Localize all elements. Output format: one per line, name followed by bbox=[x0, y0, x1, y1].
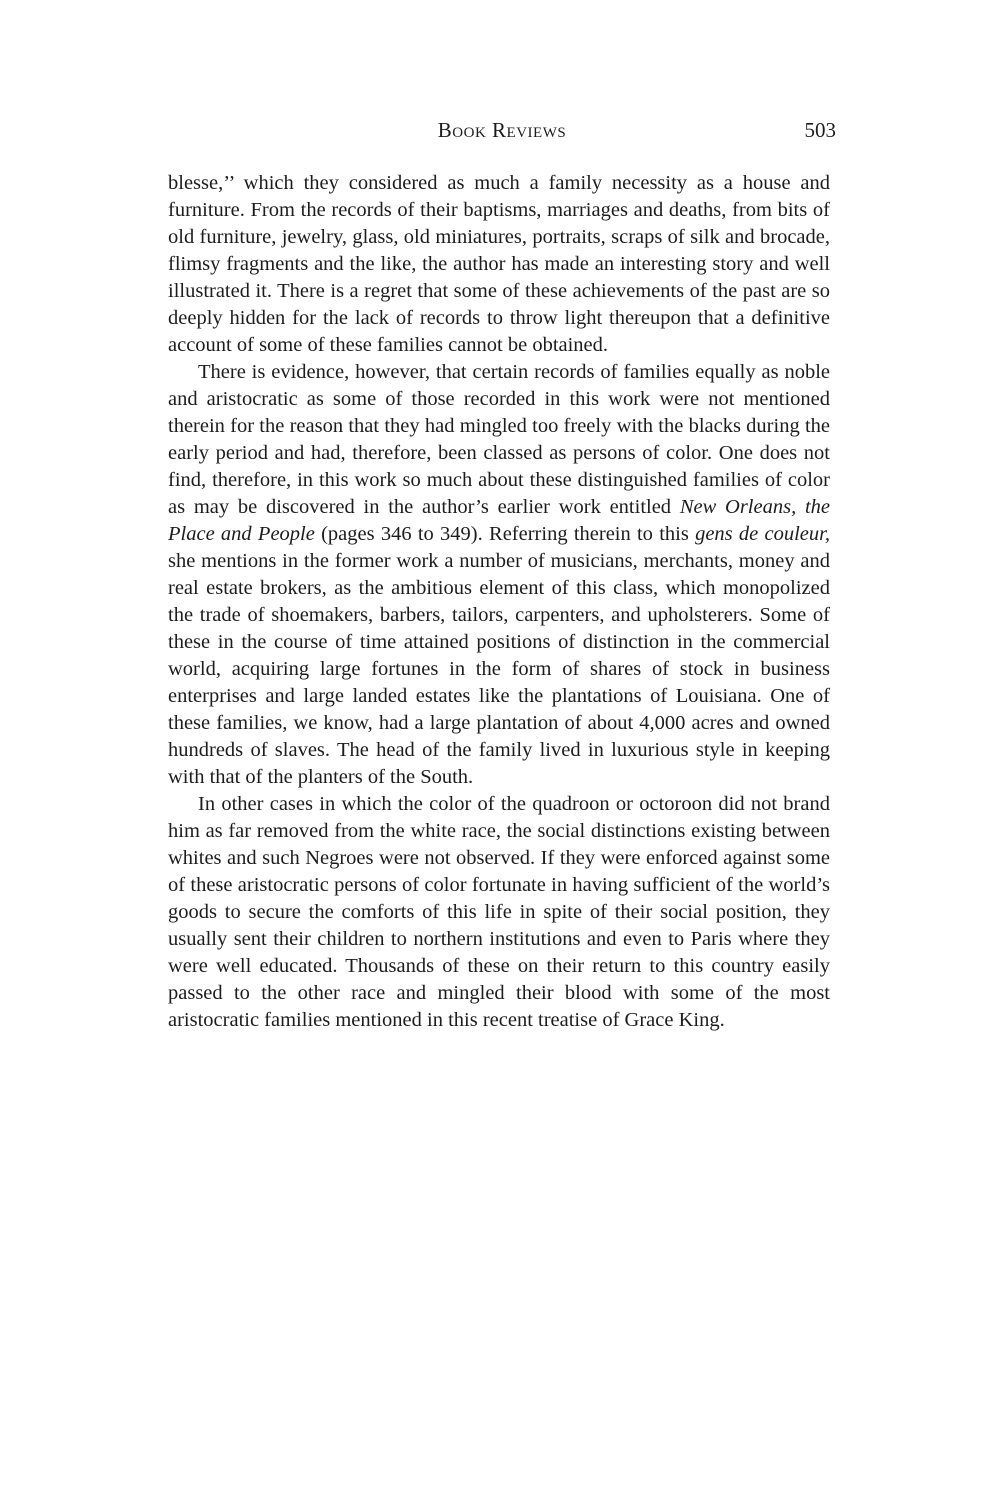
running-head bbox=[168, 118, 836, 148]
paragraph-1-text: blesse,’’ which they considered as much a family necessity as a house and furniture. From the records of their baptisms, marriages and deaths, from bits of old furniture, jewelry, glass, old miniatures, portraits, scraps of silk and brocade, flimsy fragments and the like, the author has made an interesting story and well illustrated it. There is a regret that some of these achievements of the past are so deeply hidden for the lack of records to throw light thereupon that a definitive account of some of these families cannot be obtained. bbox=[168, 172, 830, 356]
page-number: 503 bbox=[804, 118, 836, 142]
paragraph-3 bbox=[168, 791, 830, 1034]
paragraph-2 bbox=[168, 359, 830, 791]
foreign-term: gens de couleur, bbox=[695, 523, 830, 545]
book-title: New Orleans, the Place and People bbox=[168, 496, 831, 545]
paragraph-3-text: In other cases in which the color of the quadroon or octoroon did not brand him as far removed from the white race, the social distinctions existing between whites and such Negroes were not observed. If they were enforced against some of these aristocratic persons of color fortunate in having sufficient of the world’s goods to secure the comforts of this life in spite of their social position, they usually sent their children to northern institutions and even to Paris where they were well educated. Thousands of these on their return to this country easily passed to the other race and mingled their blood with some of the most aristocratic families mentioned in this recent treatise of Grace King. bbox=[168, 793, 830, 1031]
running-head-title: Book Reviews bbox=[437, 118, 567, 142]
paragraph-2-part-3: she mentions in the former work a number of musicians, merchants, money and real estate brokers, as the ambitious element of this class, which monopolized the trade of shoemakers, barbers, tailors, carpenters, and upholsterers. Some of these in the course of time attained positions of distinction in the commercial world, acquiring large fortunes in the form of shares of stock in business enterprises and large landed estates like the plantations of Louisiana. One of these families, we know, had a large plantation of about 4,000 acres and owned hundreds of slaves. The head of the family lived in luxurious style in keeping with that of the planters of the South. bbox=[168, 550, 830, 788]
paragraph-1 bbox=[168, 170, 830, 359]
review-body bbox=[168, 170, 830, 1034]
paragraph-2-part-2: (pages 346 to 349). Referring therein to this bbox=[314, 523, 696, 545]
paragraph-2-part-1: There is evidence, however, that certain records of families equally as noble and aristocratic as some of those recorded in this work were not mentioned therein for the reason that they had mingled too freely with the blacks during the early period and had, therefore, been classed as persons of color. One does not find, therefore, in this work so much about these distinguished families of color as may be discovered in the author’s earlier work entitled bbox=[168, 361, 830, 518]
